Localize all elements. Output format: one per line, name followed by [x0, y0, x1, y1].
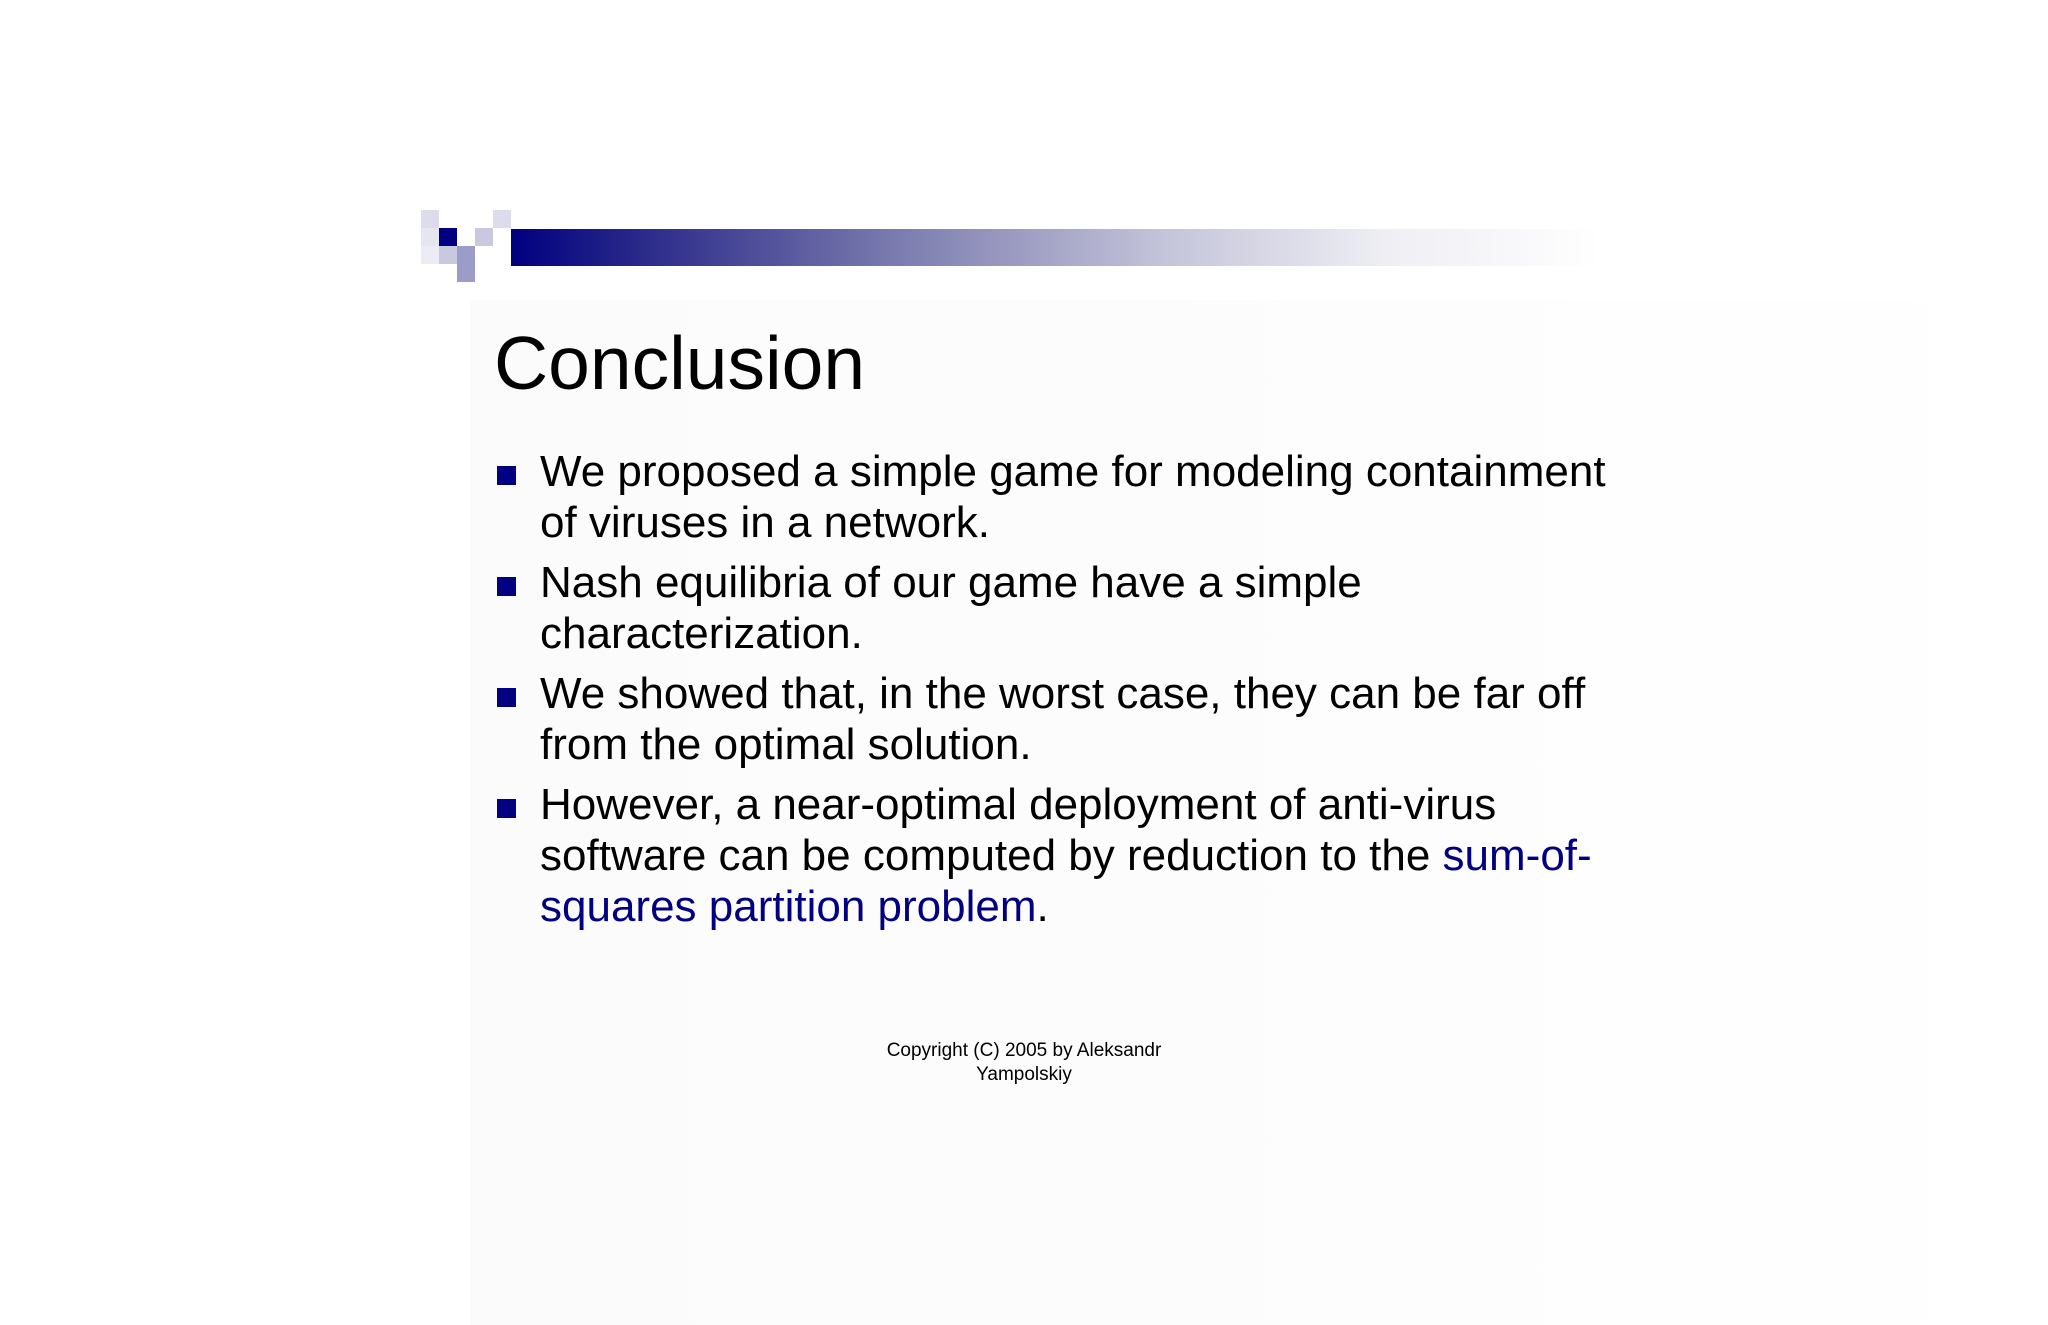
- bullet-text: We showed that, in the worst case, they can be far off from the optimal solution.: [540, 669, 1586, 769]
- banner-gradient-bar: [511, 229, 1601, 266]
- bullet-text-after: .: [1036, 882, 1049, 931]
- banner-square: [475, 228, 493, 246]
- bullet-text: We proposed a simple game for modeling containment of viruses in a network.: [540, 447, 1606, 547]
- copyright-line-2: Yampolskiy: [976, 1064, 1072, 1085]
- copyright-line-1: Copyright (C) 2005 by Aleksandr: [886, 1040, 1162, 1061]
- bullet-item: [494, 557, 1614, 659]
- banner-square: [421, 210, 439, 228]
- bullet-text: Nash equilibria of our game have a simple characterization.: [540, 558, 1362, 658]
- square-bullet-icon: [497, 688, 516, 707]
- bullet-text: [540, 779, 1614, 932]
- title-banner-decoration: [421, 210, 1601, 282]
- banner-square: [439, 246, 457, 264]
- bullet-item: [494, 668, 1614, 770]
- banner-square: [457, 264, 475, 282]
- banner-square: [493, 210, 511, 228]
- slide-title: Conclusion: [494, 321, 866, 405]
- bullet-item: [494, 779, 1614, 932]
- sum-of-squares-link[interactable]: sum-of-squares partition problem: [540, 831, 1592, 931]
- bullet-item: [494, 446, 1614, 548]
- banner-square: [421, 228, 439, 246]
- square-bullet-icon: [497, 466, 516, 485]
- banner-square: [421, 246, 439, 264]
- copyright-footer: [0, 1039, 2048, 1087]
- banner-square: [457, 246, 475, 264]
- bullet-text-before: However, a near-optimal deployment of anti-virus software can be computed by reduction to the: [540, 780, 1497, 880]
- bullet-list: [494, 446, 1614, 941]
- square-bullet-icon: [497, 577, 516, 596]
- banner-square: [439, 228, 457, 246]
- square-bullet-icon: [497, 799, 516, 818]
